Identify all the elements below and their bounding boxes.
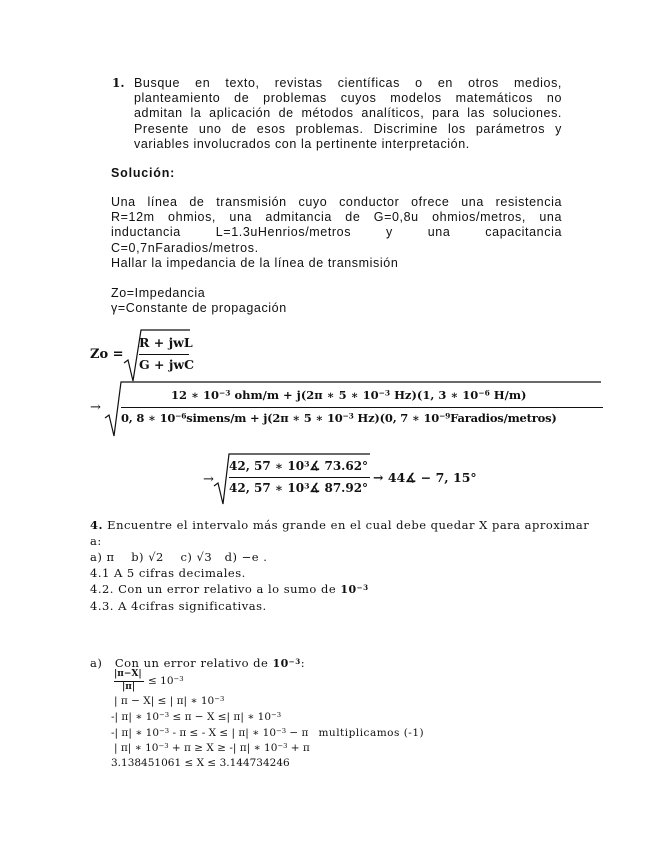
eq2-num-exp: −6 [478, 388, 490, 398]
item-4-2-base: 10 [340, 583, 357, 596]
answer-step-3-a: -| π| ∗ 10 [111, 711, 160, 723]
equation-2-fraction-bar [121, 407, 603, 408]
problem-1-line: Presente uno de esos problemas. Discrimine los parámetros y [134, 121, 562, 136]
answer-step-5-c: + π [287, 742, 310, 754]
answer-step-3-b: ≤ π − X ≤| π| ∗ 10 [172, 711, 272, 723]
answer-final: 3.138451061 ≤ X ≤ 3.144734246 [111, 757, 290, 769]
answer-step-5-a-exp: −3 [158, 741, 169, 750]
item-4-3: 4.3. A 4cifras significativas. [90, 599, 267, 613]
equation-1-fraction-bar [139, 354, 189, 355]
eq2-num-exp: −3 [378, 388, 391, 398]
answer-step-2-exp: −3 [214, 694, 225, 703]
answer-step-4-c: − π [286, 727, 309, 739]
problem-1-line: planteamiento de problemas cuyos modelos matemáticos no [134, 91, 562, 106]
problem-4 [90, 517, 589, 614]
answer-step-5-b: + π ≥ X ≥ -| π| ∗ 10 [168, 742, 278, 754]
equation-1-denominator: G + jwC [139, 357, 195, 372]
equation-3-result: → 44∡ − 7, 15° [373, 470, 477, 485]
eq2-den-part: 0, 8 ∗ 10 [121, 411, 176, 425]
problem-1-line: Busque en texto, revistas científicas o en otros medios, [134, 76, 562, 90]
answer-step-4-b-exp: −3 [276, 726, 287, 735]
eq3-num-part: ∡ 73.62° [309, 459, 369, 473]
option-a: a) π [90, 550, 115, 564]
answer-intro-exp: −3 [288, 656, 301, 666]
answer-step-5 [114, 742, 310, 754]
item-4-2-exp: −3 [356, 582, 369, 592]
solution-heading: Solución: [111, 166, 176, 180]
equation-2-denominator [121, 411, 557, 425]
equation-2-numerator [171, 388, 526, 402]
eq2-den-exp: −9 [439, 411, 451, 421]
problem-4-line-2: a: [90, 534, 102, 548]
answer-step-4-a: -| π| ∗ 10 [111, 727, 160, 739]
problem-4-text: Encuentre el intervalo más grande en el cual debe quedar X para aproximar [103, 518, 590, 532]
eq2-num-part: 12 ∗ 10 [171, 388, 219, 402]
eq2-num-exp: −3 [218, 388, 231, 398]
eq2-den-part: Faradios/metros) [450, 411, 557, 425]
option-c: c) √3 [180, 550, 213, 564]
answer-intro-colon: : [300, 656, 306, 670]
equation-1-numerator: R + jwL [139, 335, 193, 350]
answer-step-2 [114, 695, 224, 707]
eq2-den-exp: −3 [342, 411, 354, 421]
solution-text [111, 195, 562, 316]
answer-step-5-a: | π| ∗ 10 [114, 742, 159, 754]
solution-line: C=0,7nFaradios/metros. [111, 240, 259, 255]
problem-1-line: admitan la aplicación de métodos analíticos, para las soluciones. [134, 106, 562, 121]
answer-step-4 [111, 727, 424, 739]
equation-3-arrow: → [203, 472, 214, 487]
answer-step-4-note: multiplicamos (-1) [318, 727, 425, 739]
answer-frac-num: |π−X| [114, 669, 142, 679]
answer-intro-text: Con un error relativo de [114, 656, 269, 670]
option-d: d) −e . [224, 550, 268, 564]
eq2-den-part: Hz)(0, 7 ∗ 10 [353, 411, 440, 425]
problem-1-number: 1. [112, 76, 125, 90]
answer-step-2-text: | π − X| ≤ | π| ∗ 10 [114, 695, 215, 707]
solution-line: Una línea de transmisión cuyo conductor ofrece una resistencia [111, 195, 562, 209]
eq2-num-part: Hz)(1, 3 ∗ 10 [390, 388, 479, 402]
item-4-2-text: 4.2. Con un error relativo a lo sumo de [90, 582, 337, 596]
option-b: b) √2 [131, 550, 164, 564]
answer-intro-math [272, 657, 300, 670]
answer-intro-base: 10 [272, 657, 289, 670]
eq3-den-exp: 3 [304, 481, 310, 491]
problem-1-text [134, 76, 562, 152]
definition-zo: Zo=Impedancia [111, 286, 206, 301]
eq2-den-exp: −6 [175, 411, 187, 421]
answer-step-3-b-exp: −3 [271, 710, 282, 719]
eq2-den-part: simens/m + j(2π ∗ 5 ∗ 10 [186, 411, 343, 425]
solution-line: R=12m ohmios, una admitancia de G=0,8u ohmios/metros, una [111, 210, 562, 225]
equation-3-fraction-bar [229, 477, 370, 478]
answer-step-3-a-exp: −3 [159, 710, 170, 719]
answer-frac-rhs [148, 675, 184, 687]
answer-step-4-a-exp: −3 [159, 726, 170, 735]
solution-line: Hallar la impedancia de la línea de transmisión [111, 255, 399, 270]
item-4-1: 4.1 A 5 cifras decimales. [90, 566, 246, 580]
eq2-num-part: ohm/m + j(2π ∗ 5 ∗ 10 [230, 388, 379, 402]
definition-gamma: γ=Constante de propagación [111, 301, 287, 316]
answer-frac-den: |π| [122, 682, 136, 692]
answer-frac-rhs-exp: −3 [173, 674, 184, 683]
answer-frac-rhs-base: ≤ 10 [148, 675, 174, 687]
answer-label: a) [90, 656, 103, 670]
equation-3-denominator [229, 481, 368, 495]
item-4-2-math [340, 583, 368, 596]
problem-4-line-1 [90, 517, 589, 533]
item-4-2 [90, 581, 589, 598]
problem-4-number: 4. [90, 518, 104, 532]
eq2-num-part: H/m) [489, 388, 527, 402]
eq3-num-exp: 3 [304, 459, 310, 469]
answer-step-3 [111, 711, 281, 723]
problem-4-options [90, 549, 589, 565]
equation-3-numerator [229, 459, 368, 473]
eq3-den-part: ∡ 87.92° [309, 481, 369, 495]
answer-step-4-b: - π ≤ - X ≤ | π| ∗ 10 [172, 727, 277, 739]
problem-1-line: variables involucrados con la pertinente interpretación. [134, 136, 470, 151]
equation-2-arrow: → [90, 400, 101, 415]
solution-line: inductancia L=1.3uHenrios/metros y una capacitancia [111, 225, 562, 240]
eq3-den-part: 42, 57 ∗ 10 [229, 481, 305, 495]
answer-step-5-b-exp: −3 [277, 741, 288, 750]
equation-1-lhs: Zo = [90, 347, 124, 362]
eq3-num-part: 42, 57 ∗ 10 [229, 459, 305, 473]
